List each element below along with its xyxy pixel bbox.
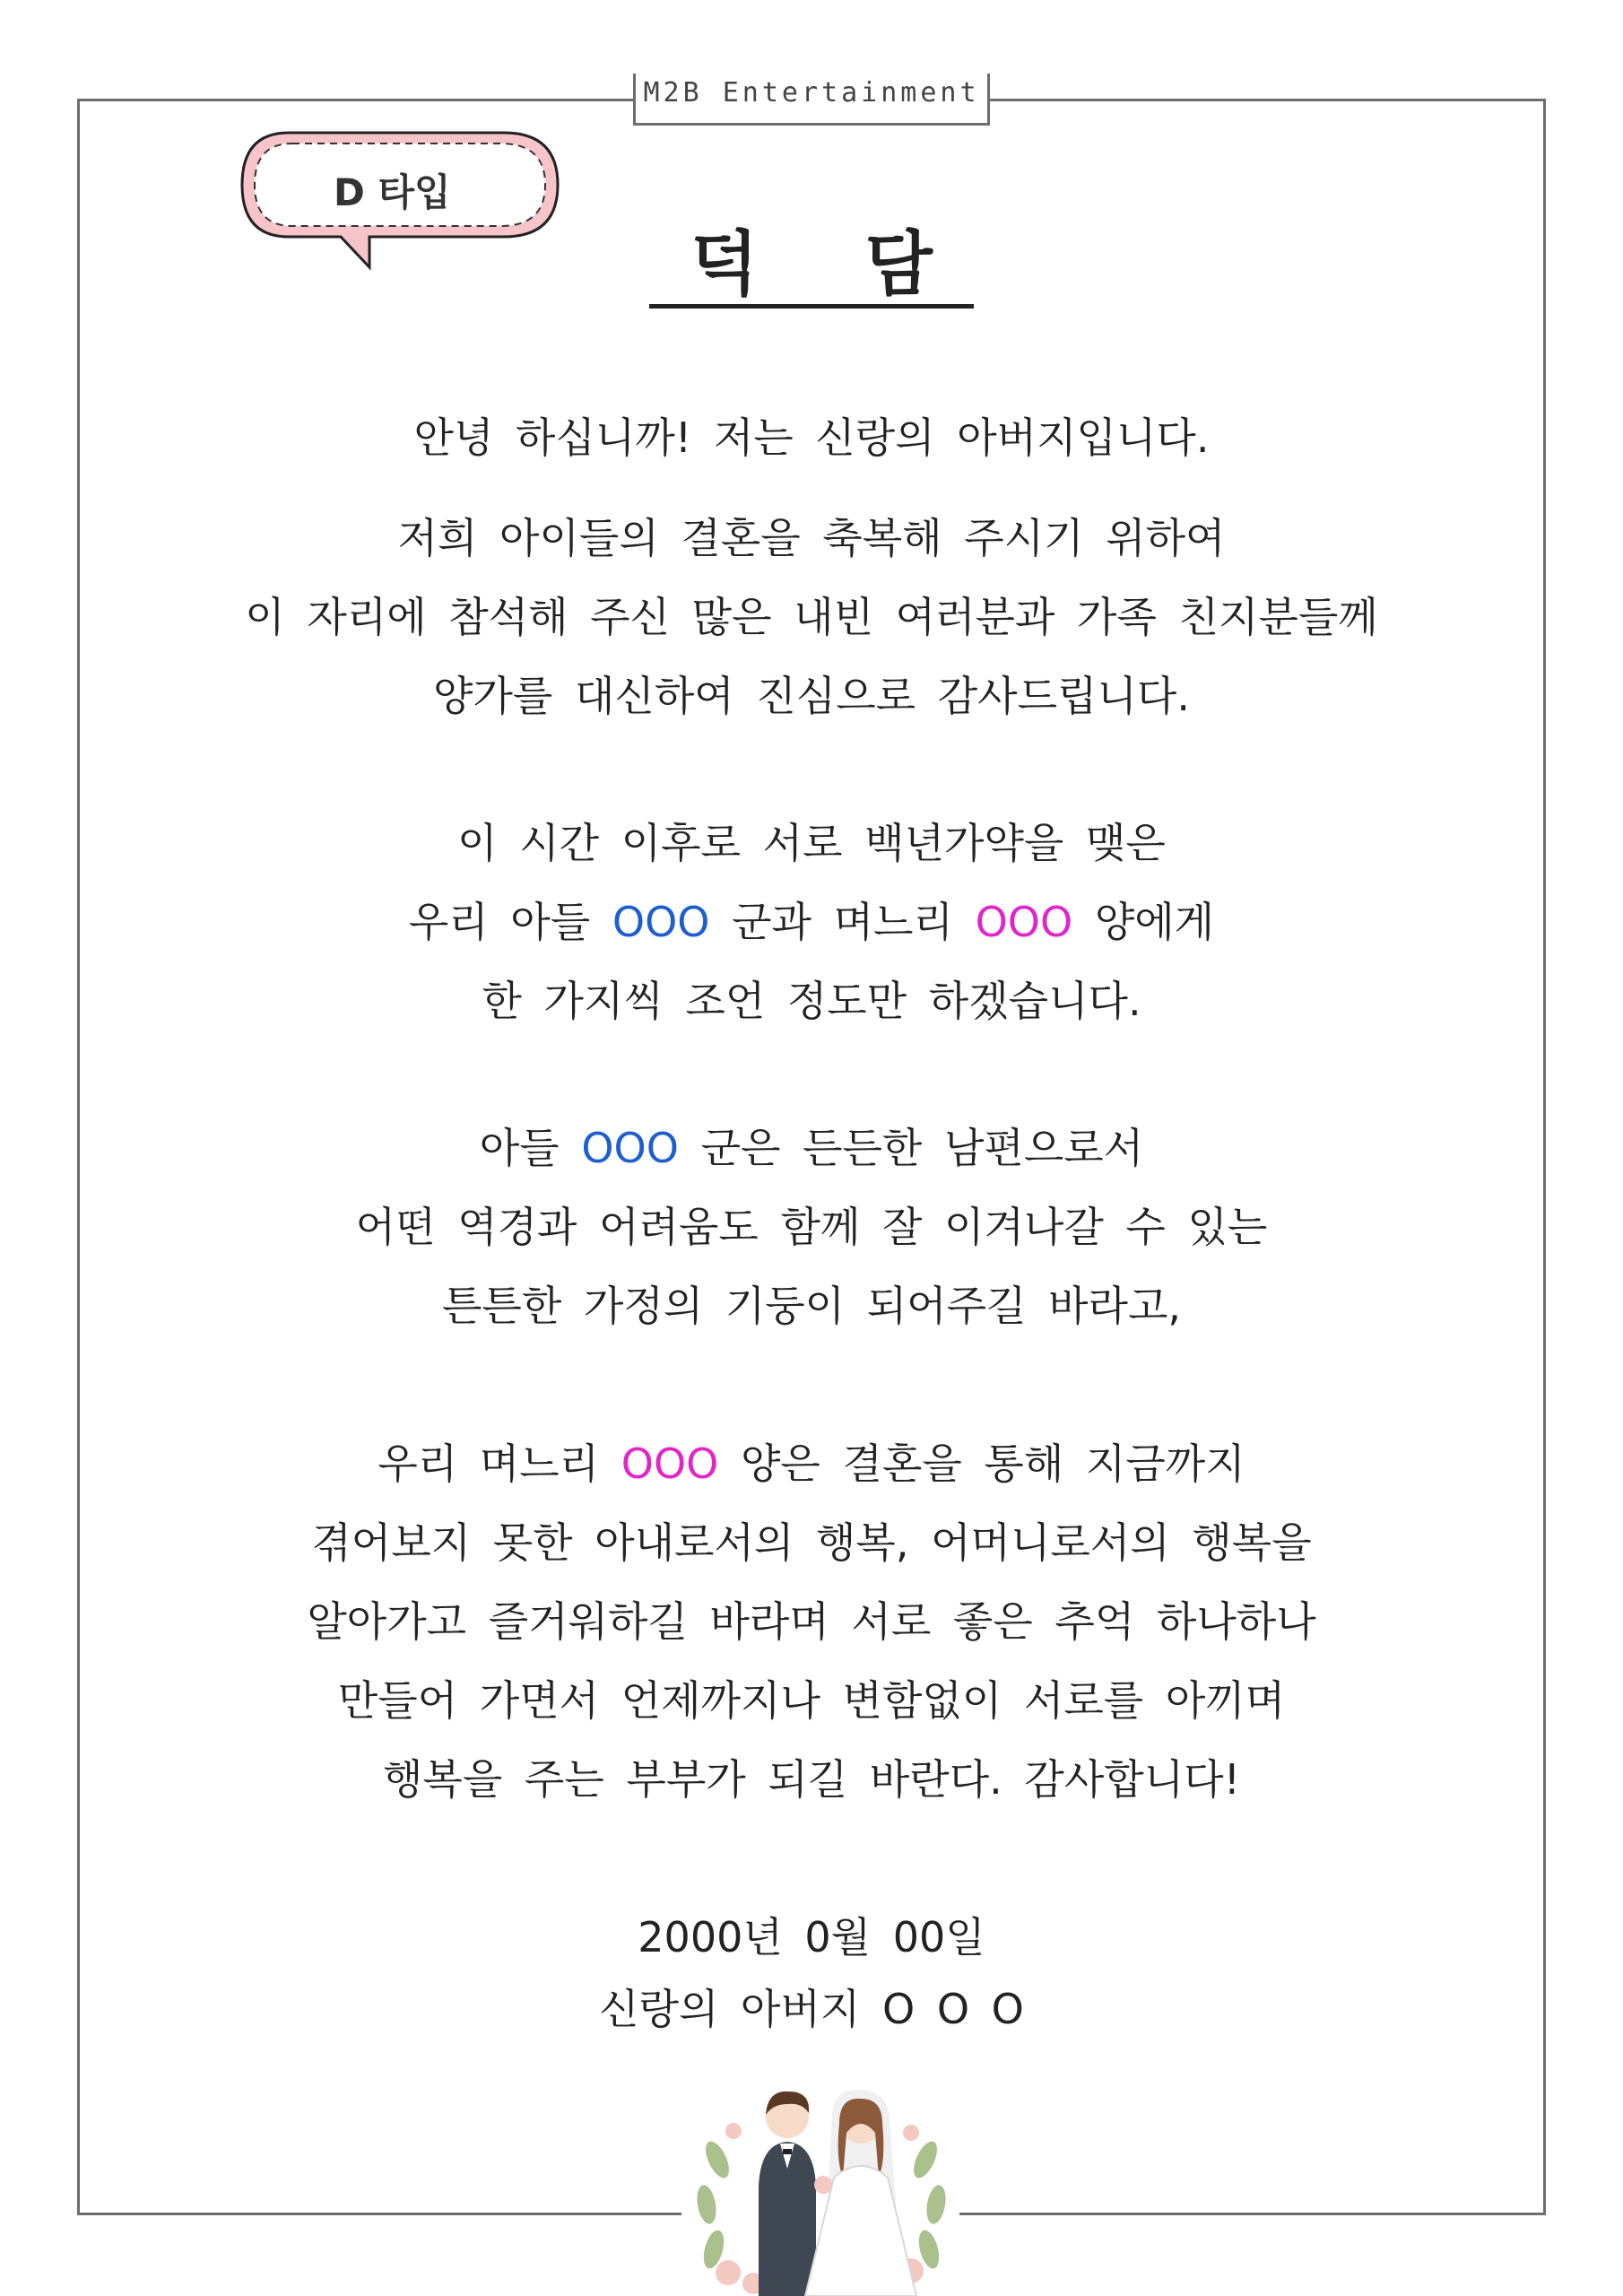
bride-name-placeholder: OOO [975,898,1073,946]
title-text: 덕 담 [649,226,974,309]
body-line: 저희 아이들의 결혼을 축복해 주시기 위하여 [397,514,1226,562]
line-text: 군은 든든한 남편으로서 [700,1124,1144,1172]
body-line: 알아가고 즐거워하길 바라며 서로 좋은 추억 하나하나 [307,1597,1316,1646]
body-line: 튼튼한 가정의 기둥이 되어주길 바라고, [441,1282,1182,1330]
body-line: 만들어 가면서 언제까지나 변함없이 서로를 아끼며 [337,1676,1286,1725]
body-line [0,890,1623,949]
body-line [0,1116,1623,1175]
greeting-line: 안녕 하십니까! 저는 신랑의 아버지입니다. [413,413,1210,462]
date-line: 2000년 0월 00일 [638,1913,985,1961]
groom-name-placeholder: OOO [612,898,710,946]
line-text: 양에게 [1094,898,1215,946]
wedding-couple-illustration [681,2079,959,2296]
type-badge-label: D 타입 [334,170,451,214]
line-text: 군과 며느리 [732,898,953,946]
brand-name: M2B Entertainment [643,77,980,109]
line-text: 양은 결혼을 통해 지금까지 [741,1439,1245,1488]
brand-tab [633,74,990,126]
body-line: 이 자리에 참석해 주신 많은 내빈 여러분과 가족 친지분들께 [245,593,1378,641]
groom-name-placeholder: OOO [581,1124,679,1172]
body-line: 양가를 대신하여 진심으로 감사드립니다. [433,672,1190,720]
line-text: 우리 아들 [408,898,591,946]
line-text: 아들 [479,1124,560,1172]
body-line [0,1431,1623,1491]
body-line: 어떤 역경과 어려움도 함께 잘 이겨나갈 수 있는 [355,1203,1268,1251]
body-line: 이 시간 이후로 서로 백년가약을 맺은 [457,819,1166,867]
body-line: 행복을 주는 부부가 되길 바란다. 감사합니다! [382,1755,1241,1804]
signature-line: 신랑의 아버지 O O O [599,1985,1024,2033]
bride-name-placeholder: OOO [621,1439,719,1488]
page-title [0,224,1623,309]
line-text: 우리 며느리 [378,1439,600,1488]
body-line: 겪어보지 못한 아내로서의 행복, 어머니로서의 행복을 [311,1518,1312,1567]
body-line: 한 가지씩 조언 정도만 하겠습니다. [482,977,1141,1025]
wedding-couple-icon [681,2079,959,2296]
